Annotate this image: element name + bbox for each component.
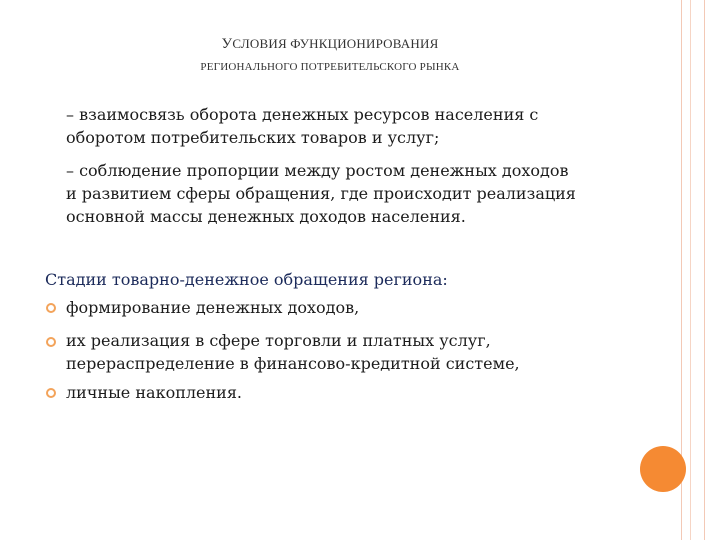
stages-heading: Стадии товарно-денежное обращения региона:: [45, 270, 448, 289]
circle-bullet-icon: [46, 337, 56, 347]
circle-bullet-icon: [46, 388, 56, 398]
paragraph-line: – взаимосвязь оборота денежных ресурсов населения с: [66, 105, 539, 124]
bullet-line: формирование денежных доходов,: [66, 298, 360, 317]
decorative-rail: [704, 0, 705, 540]
bullet-line: перераспределение в финансово-кредитной системе,: [66, 354, 520, 373]
paragraph-2: [66, 159, 666, 228]
decorative-circle: [640, 446, 686, 492]
bullet-line: их реализация в сфере торговли и платных услуг,: [66, 331, 491, 350]
paragraph-line: и развитием сферы обращения, где происходит реализация: [66, 184, 576, 203]
paragraph-line: основной массы денежных доходов населения.: [66, 207, 466, 226]
bullet-item-2: [66, 329, 666, 375]
slide-title-line1: [0, 36, 660, 53]
title-capital: У: [221, 36, 233, 52]
bullet-item-1: [66, 296, 666, 319]
paragraph-line: – соблюдение пропорции между ростом денежных доходов: [66, 161, 569, 180]
paragraph-line: оборотом потребительских товаров и услуг;: [66, 128, 440, 147]
decorative-rail: [690, 0, 691, 540]
circle-bullet-icon: [46, 303, 56, 313]
title-rest: СЛОВИЯ ФУНКЦИОНИРОВАНИЯ: [232, 36, 439, 51]
bullet-item-3: [66, 381, 666, 404]
bullet-line: личные накопления.: [66, 383, 242, 402]
paragraph-1: [66, 103, 666, 149]
slide-title-line2: РЕГИОНАЛЬНОГО ПОТРЕБИТЕЛЬСКОГО РЫНКА: [200, 61, 460, 73]
